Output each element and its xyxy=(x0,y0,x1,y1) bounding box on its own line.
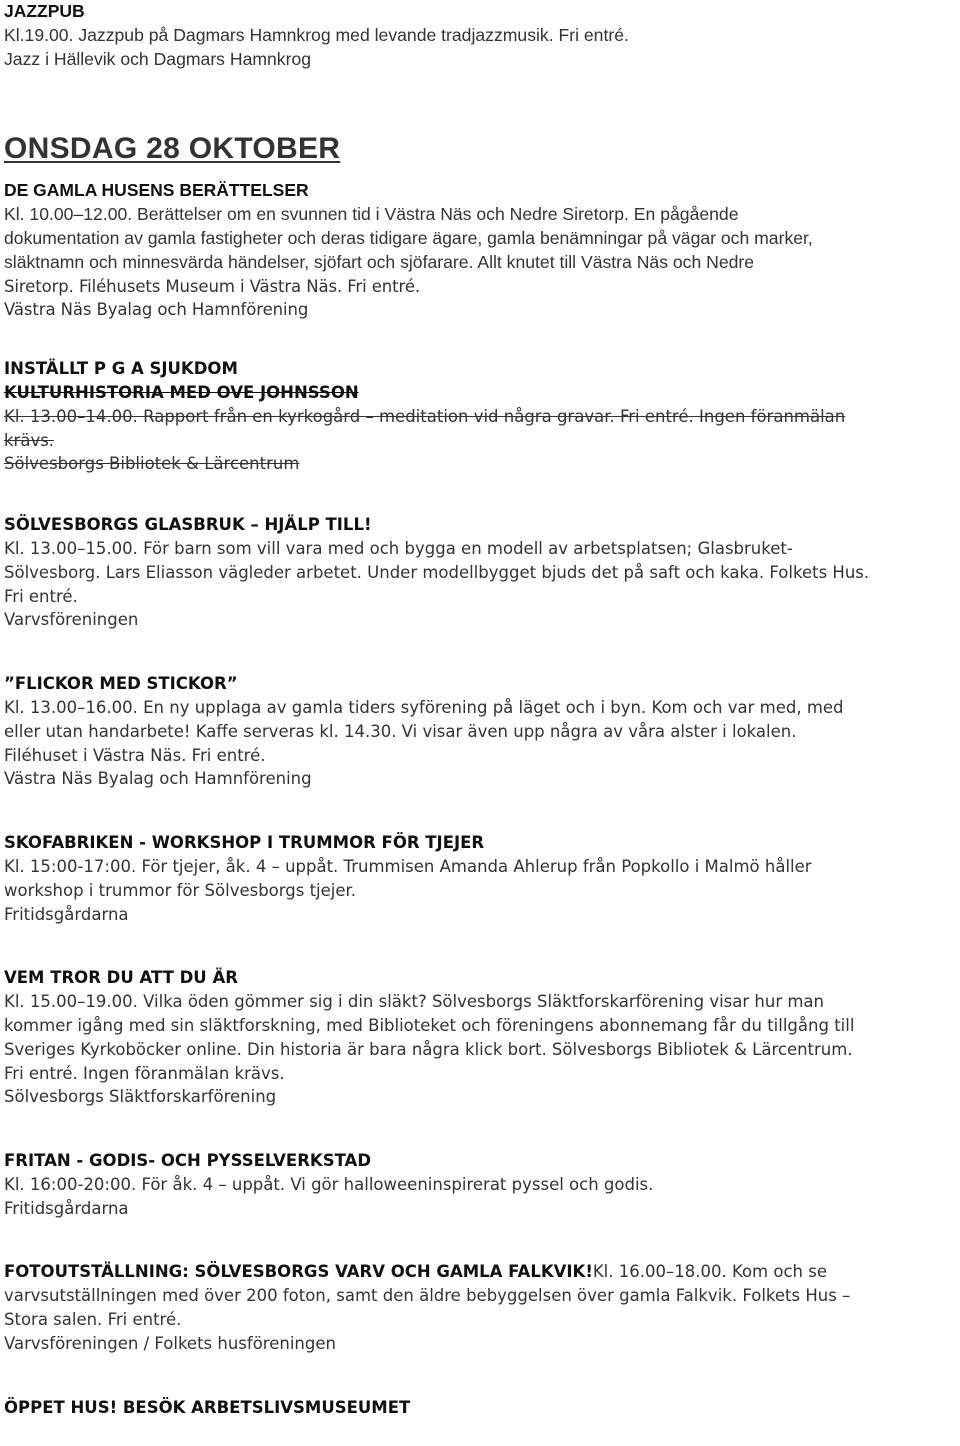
event-description-line: varvsutställningen med över 200 foton, samt den äldre bebyggelsen över gamla Falkvik. Folkets Hus – xyxy=(4,1286,851,1306)
event-gamla-husens xyxy=(4,179,956,322)
event-title: DE GAMLA HUSENS BERÄTTELSER xyxy=(4,180,309,201)
event-description-line: dokumentation av gamla fastigheter och deras tidigare ägare, gamla benämningar på vägar och marker, xyxy=(4,227,813,248)
event-description-line: Siretorp. Filéhusets Museum i Västra Näs. Fri entré. xyxy=(4,276,421,296)
event-organizer: Västra Näs Byalag och Hamnförening xyxy=(4,769,312,789)
event-description: Kl.19.00. Jazzpub på Dagmars Hamnkrog med levande tradjazzmusik. Fri entré. xyxy=(4,24,629,45)
event-title: VEM TROR DU ATT DU ÄR xyxy=(4,968,238,988)
event-description-line: Sölvesborg. Lars Eliasson vägleder arbetet. Under modellbygget bjuds det på saft och kaka. Folkets Hus. xyxy=(4,562,870,582)
event-time: Kl. 16.00–18.00. Kom och se xyxy=(592,1262,827,1282)
event-title: SKOFABRIKEN - WORKSHOP I TRUMMOR FÖR TJEJER xyxy=(4,833,485,853)
event-title: ”FLICKOR MED STICKOR” xyxy=(4,674,238,694)
event-organizer: Jazz i Hällevik och Dagmars Hamnkrog xyxy=(4,48,312,69)
event-description-line: kommer igång med sin släktforskning, med Biblioteket och föreningens abonnemang får du tillgång till xyxy=(4,1015,855,1035)
event-kulturhistoria xyxy=(4,357,956,476)
event-description-line: Kl. 10.00–12.00. Berättelser om en svunnen tid i Västra Näs och Nedre Siretorp. En pågående xyxy=(4,204,739,225)
event-description-line: eller utan handarbete! Kaffe serveras kl. 14.30. Vi visar även upp några av våra alster i lokalen. xyxy=(4,721,797,741)
event-title: SÖLVESBORGS GLASBRUK – HJÄLP TILL! xyxy=(4,515,372,535)
event-description-line: workshop i trummor för Sölvesborgs tjejer. xyxy=(4,880,357,900)
event-calendar-page xyxy=(4,0,956,1419)
event-fritan xyxy=(4,1149,956,1220)
event-description-line: krävs. xyxy=(4,430,55,450)
event-description-line: Fri entré. Ingen föranmälan krävs. xyxy=(4,1063,285,1083)
event-organizer: Västra Näs Byalag och Hamnförening xyxy=(4,300,309,320)
event-flickor-med-stickor xyxy=(4,672,956,791)
event-description-line: Filéhuset i Västra Näs. Fri entré. xyxy=(4,745,266,765)
event-vem-tror-du xyxy=(4,966,956,1109)
event-skofabriken xyxy=(4,831,956,926)
event-title: ÖPPET HUS! BESÖK ARBETSLIVSMUSEUMET xyxy=(4,1397,411,1417)
event-description-line: Stora salen. Fri entré. xyxy=(4,1310,182,1330)
event-description-line: Kl. 13.00–16.00. En ny upplaga av gamla tiders syförening på läget och i byn. Kom och var med, med xyxy=(4,697,844,717)
cancelled-notice: INSTÄLLT P G A SJUKDOM xyxy=(4,359,238,379)
event-organizer: Varvsföreningen xyxy=(4,610,139,630)
event-description-line: Kl. 13.00–15.00. För barn som vill vara med och bygga en modell av arbetsplatsen; Glasbruket- xyxy=(4,538,793,558)
event-oppet-hus xyxy=(4,1396,956,1420)
event-description-line: Kl. 16:00-20:00. För åk. 4 – uppåt. Vi gör halloweeninspirerat pyssel och godis. xyxy=(4,1174,654,1194)
event-organizer: Varvsföreningen / Folkets husföreningen xyxy=(4,1333,336,1353)
event-title-line xyxy=(4,1260,956,1284)
event-description-line: släktnamn och minnesvärda händelser, sjöfart och sjöfarare. Allt knutet till Västra Näs och Nedre xyxy=(4,251,755,272)
event-description-line: Kl. 15.00–19.00. Vilka öden gömmer sig i din släkt? Sölvesborgs Släktforskarförening visar hur man xyxy=(4,992,824,1012)
event-organizer: Fritidsgårdarna xyxy=(4,904,129,924)
event-title: FRITAN - GODIS- OCH PYSSELVERKSTAD xyxy=(4,1151,372,1171)
event-title: JAZZPUB xyxy=(4,1,85,21)
event-description-line: Sveriges Kyrkoböcker online. Din historia är bara några klick bort. Sölvesborgs Bibliotek & Lärcentrum. xyxy=(4,1039,853,1059)
event-description-line: Fri entré. xyxy=(4,586,78,606)
day-heading: ONSDAG 28 OKTOBER xyxy=(4,132,341,166)
event-organizer: Sölvesborgs Släktforskarförening xyxy=(4,1087,277,1107)
event-fotoutstallning xyxy=(4,1260,956,1355)
event-description-line: Kl. 15:00-17:00. För tjejer, åk. 4 – uppåt. Trummisen Amanda Ahlerup från Popkollo i Malmö håller xyxy=(4,856,812,876)
event-organizer: Fritidsgårdarna xyxy=(4,1198,129,1218)
event-description-line: Kl. 13.00–14.00. Rapport från en kyrkogård – meditation vid några gravar. Fri entré. Ingen föranmälan xyxy=(4,406,846,426)
event-title: FOTOUTSTÄLLNING: SÖLVESBORGS VARV OCH GAMLA FALKVIK! xyxy=(4,1262,593,1282)
event-organizer: Sölvesborgs Bibliotek & Lärcentrum xyxy=(4,454,300,474)
event-title: KULTURHISTORIA MED OVE JOHNSSON xyxy=(4,382,359,402)
event-jazzpub xyxy=(4,0,956,71)
event-glasbruk xyxy=(4,513,956,632)
